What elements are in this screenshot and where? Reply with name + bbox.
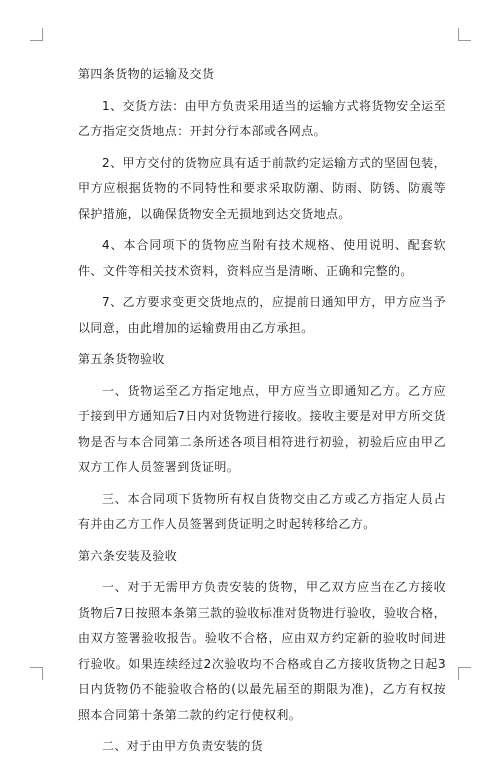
corner-mark-bottom-right [458, 667, 471, 680]
section-5-title: 第五条货物验收 [78, 352, 165, 366]
paragraph-4-4: 4、本合同项下的货物应当附有技术规格、使用说明、配套软件、文件等相关技术资料，资料应当是清晰、正确和完整的。 [78, 238, 446, 278]
paragraph-4-1: 1、交货方法：由甲方负责采用适当的运输方式将货物安全运至乙方指定交货地点：开封分行本部或各网点。 [78, 98, 446, 138]
document-body [78, 62, 446, 760]
corner-mark-top-right [458, 28, 471, 41]
paragraph-4-7: 7、乙方要求变更交货地点的，应提前日通知甲方，甲方应当予以同意，由此增加的运输费用由乙方承担。 [78, 295, 446, 335]
paragraph-6-2: 二、对于由甲方负责安装的货 [102, 739, 264, 753]
paragraph-6-1: 一、对于无需甲方负责安装的货物，甲乙双方应当在乙方接收货物后7日按照本条第三款的验收标准对货物进行验收，验收合格，由双方签署验收报告。验收不合格，应由双方约定新的验收时间进行验收。如果连续经过2次验收均不合格或自乙方接收货物之日起3日内货物仍不能验收合格的(以最先届至的期限为准)，乙方有权按照本合同第十条第二款的约定行使权利。 [78, 580, 446, 722]
paragraph-4-2: 2、甲方交付的货物应具有适于前款约定运输方式的坚固包装，甲方应根据货物的不同特性和要求采取防潮、防雨、防锈、防震等保护措施，以确保货物安全无损地到达交货地点。 [78, 155, 446, 221]
section-6-title: 第六条安装及验收 [78, 548, 178, 563]
section-4-title: 第四条货物的运输及交货 [78, 67, 215, 81]
corner-mark-bottom-left [30, 667, 43, 680]
paragraph-5-1: 一、货物运至乙方指定地点，甲方应当立即通知乙方。乙方应于接到甲方通知后7日内对货物进行接收。接收主要是对甲方所交货物是否与本合同第二条所述各项目相符进行初验，初验后应由甲乙双方工作人员签署到货证明。 [78, 383, 446, 474]
corner-mark-top-left [30, 28, 43, 41]
paragraph-5-3: 三、本合同项下货物所有权自货物交由乙方或乙方指定人员占有并由乙方工作人员签署到货证明之时起转移给乙方。 [78, 491, 446, 531]
